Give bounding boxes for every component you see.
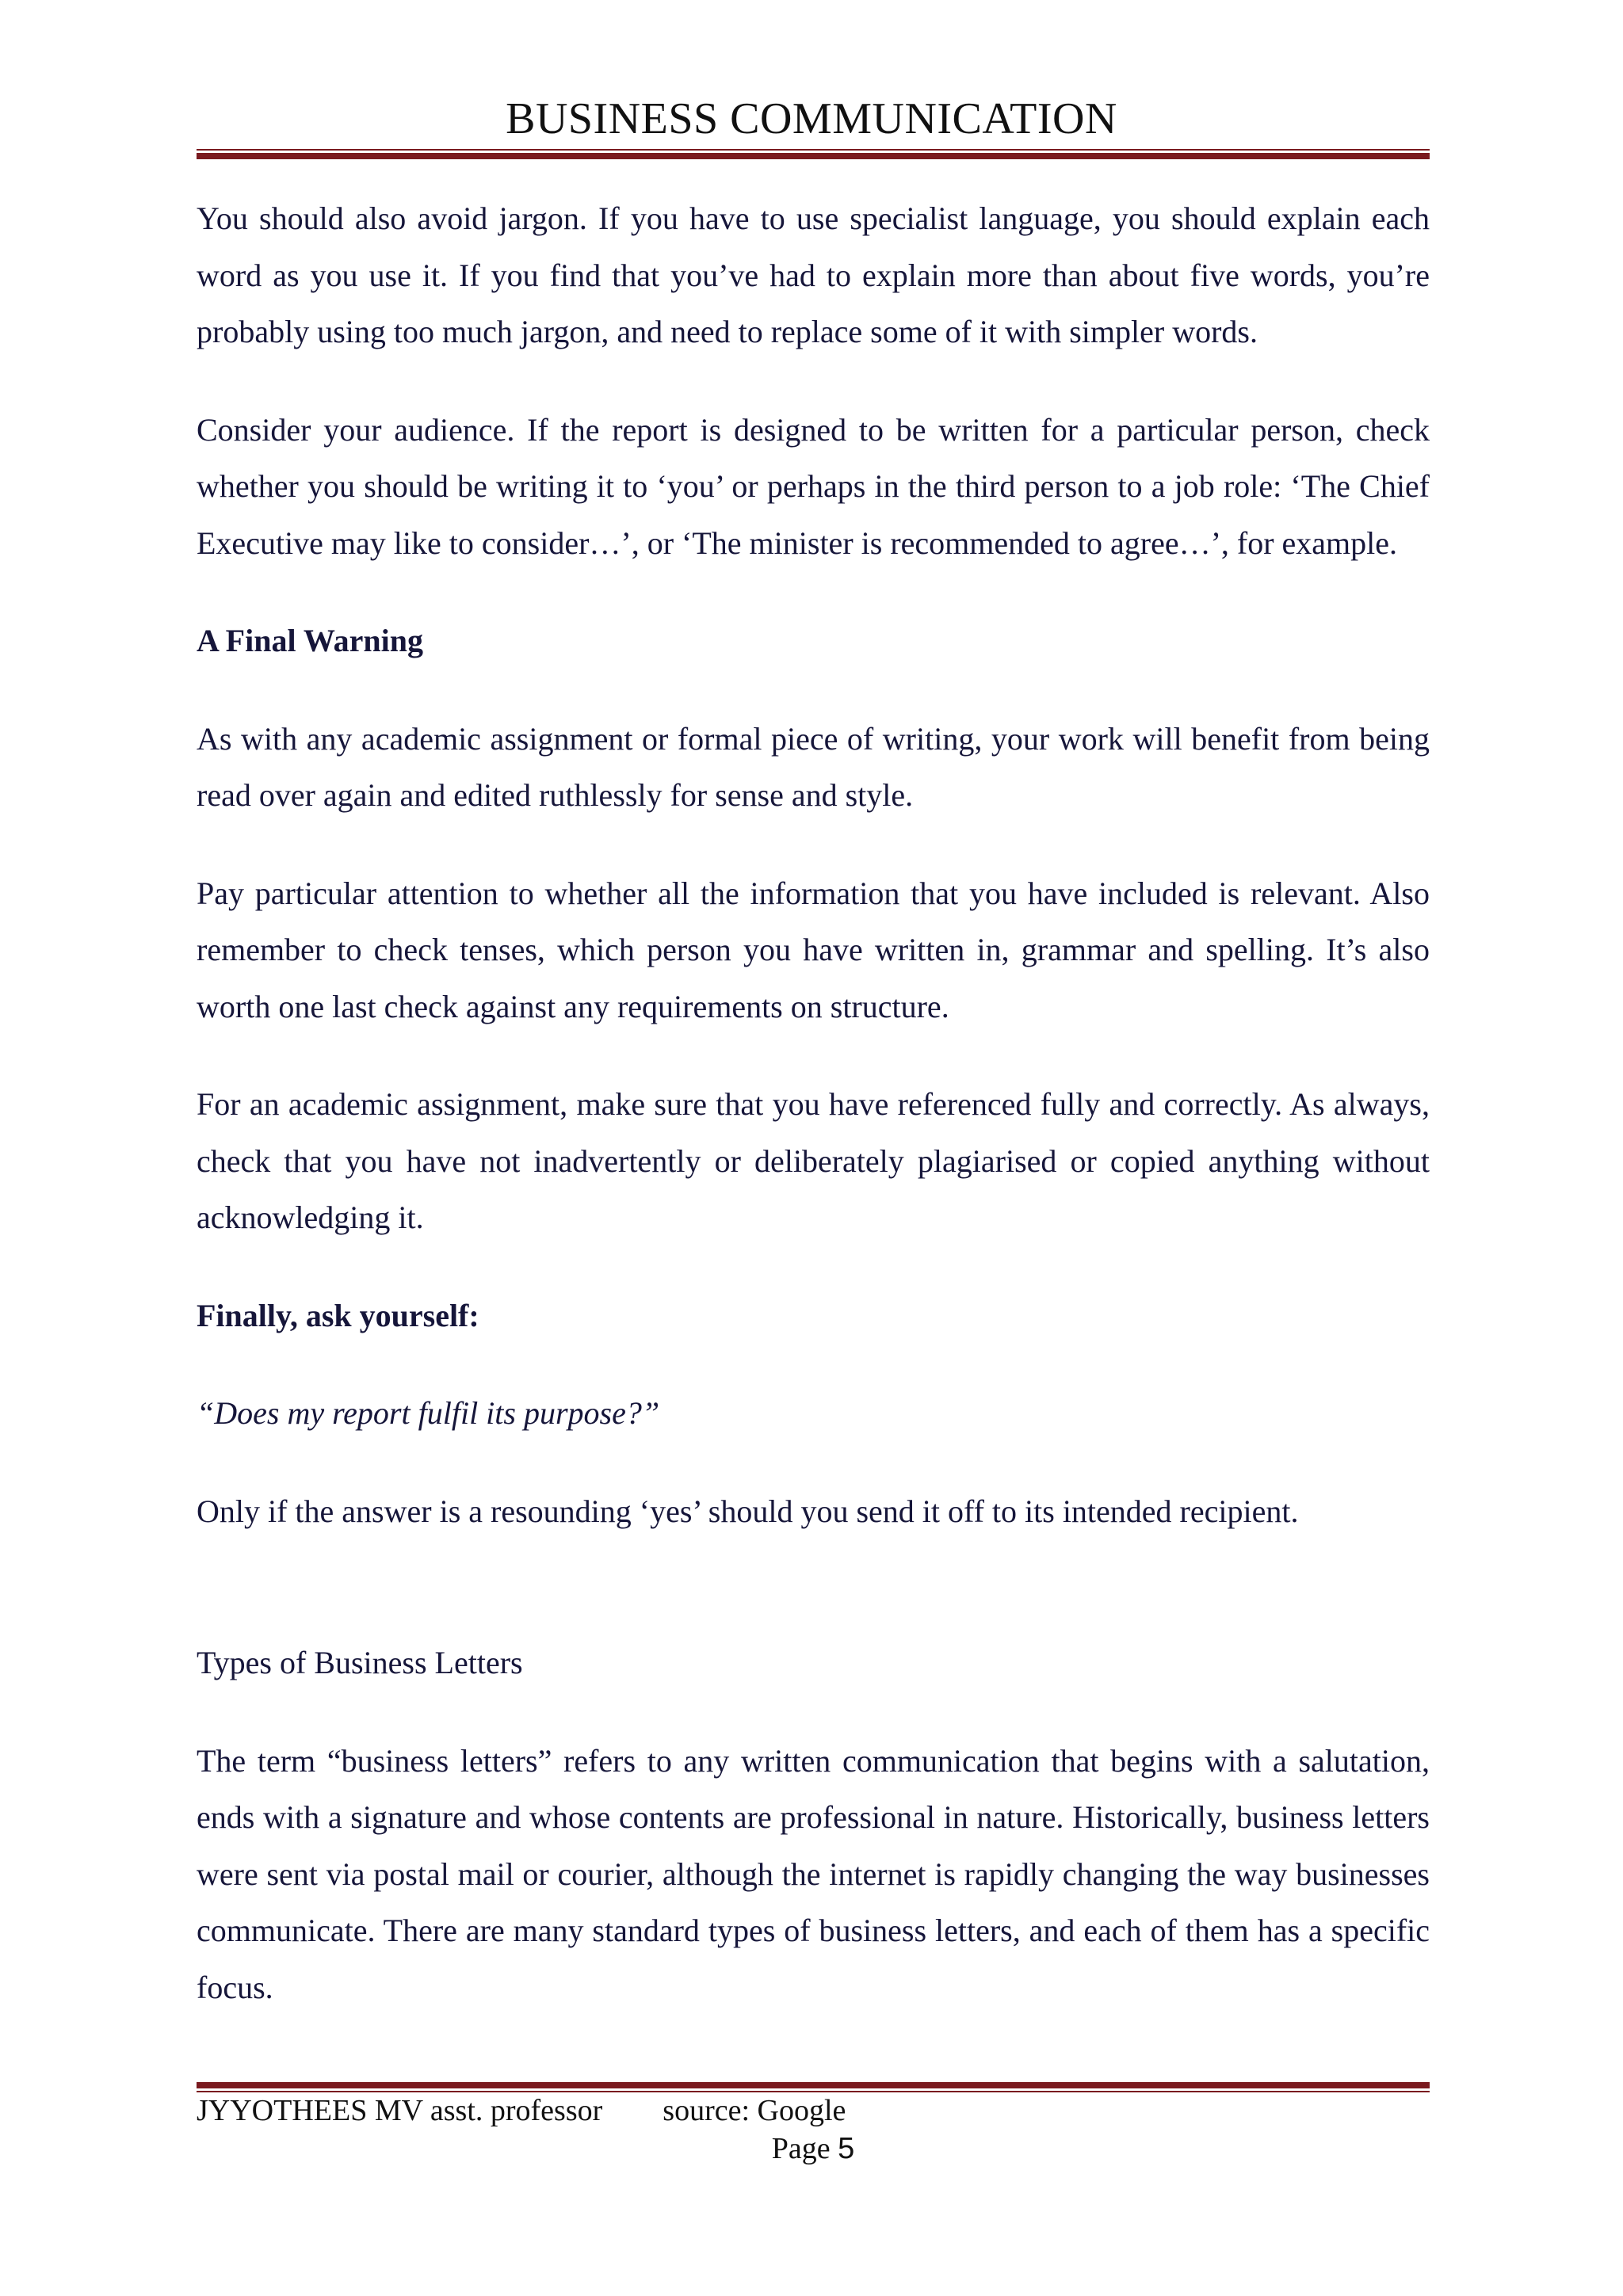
- paragraph-audience: Consider your audience. If the report is designed to be written for a particular person, check whether you should be writing it to ‘you’ or perhaps in the third person to a job role: ‘The Chief Executive may like to consider…’, or ‘The minister is recommended to agree…’, for example.: [197, 411, 1430, 561]
- section-heading-types-of-letters: Types of Business Letters: [197, 1645, 523, 1680]
- paragraph-jargon: You should also avoid jargon. If you have to use specialist language, you should explain each word as you use it. If you find that you’ve had to explain more than about five words, you’re probably using too much jargon, and need to replace some of it with simpler words.: [197, 200, 1430, 349]
- header-rule: [197, 149, 1430, 159]
- quote-purpose: “Does my report fulfil its purpose?”: [197, 1395, 660, 1431]
- footer-rule-thin: [197, 2091, 1430, 2092]
- footer-author: JYYOTHEES MV asst. professor: [197, 2094, 603, 2127]
- header-rule-thin: [197, 149, 1430, 151]
- page-number-label: Page: [771, 2132, 831, 2165]
- paragraph-edit: As with any academic assignment or formal piece of writing, your work will benefit from being read over again and edited ruthlessly for sense and style.: [197, 720, 1430, 813]
- page-number-value: 5: [838, 2132, 855, 2165]
- paragraph-referencing: For an academic assignment, make sure that you have referenced fully and correctly. As always, check that you have not inadvertently or deliberately plagiarised or copied anything without acknowledging it.: [197, 1086, 1430, 1235]
- paragraph-business-letters: The term “business letters” refers to any written communication that begins with a salutation, ends with a signature and whose contents are professional in nature. Historically, business letters were sent via postal mail or courier, although the internet is rapidly changing the way businesses communicate. There are many standard types of business letters, and each of them has a specific focus.: [197, 1742, 1430, 2005]
- section-heading-final-warning: A Final Warning: [197, 623, 424, 658]
- page-header-title: BUSINESS COMMUNICATION: [506, 94, 1117, 143]
- paragraph-relevance: Pay particular attention to whether all the information that you have included is relevant. Also remember to check tenses, which person you have written in, grammar and spelling. It’s also worth one last check against any requirements on structure.: [197, 875, 1430, 1024]
- page-number: [197, 2131, 1430, 2166]
- section-heading-ask-yourself: Finally, ask yourself:: [197, 1297, 479, 1333]
- footer-rule: [197, 2082, 1430, 2092]
- header-rule-thick: [197, 153, 1430, 159]
- footer-source: source: Google: [663, 2094, 846, 2127]
- footer-credits: [197, 2093, 1430, 2128]
- page-footer: [197, 2093, 1430, 2165]
- document-body: [197, 190, 1430, 2057]
- footer-rule-thick: [197, 2082, 1430, 2088]
- paragraph-send: Only if the answer is a resounding ‘yes’ should you send it off to its intended recipient.: [197, 1493, 1299, 1529]
